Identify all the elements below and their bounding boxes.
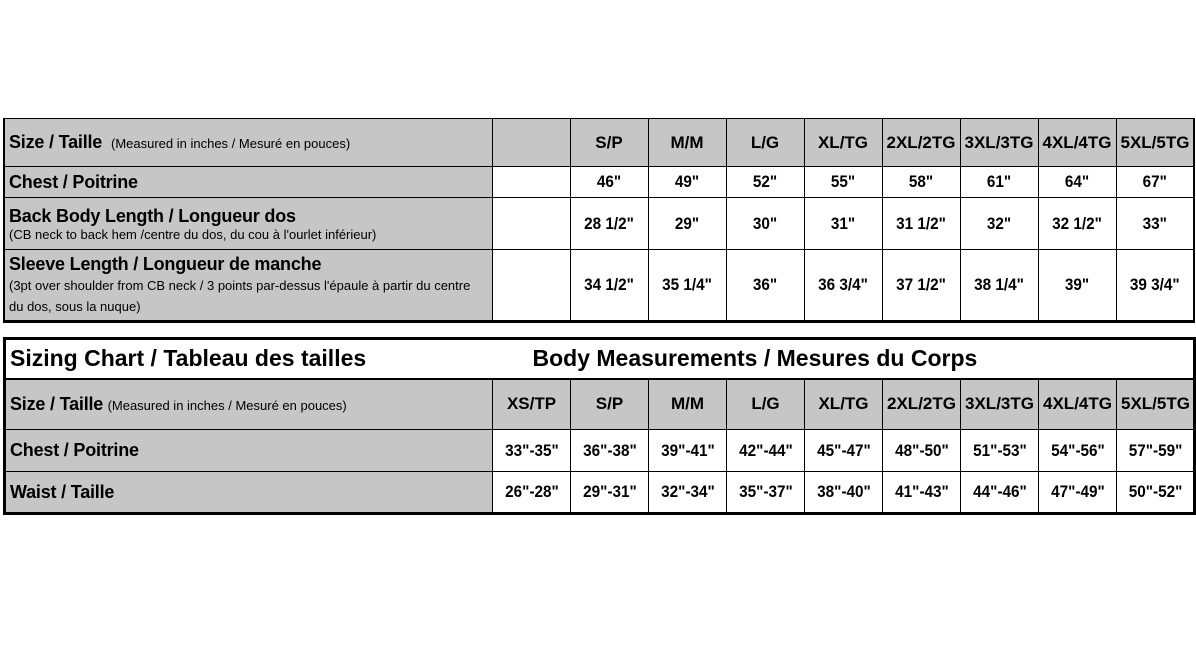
size-column-header: 5XL/5TG (1117, 379, 1195, 430)
table-cell: 29" (652, 198, 722, 250)
table-cell: 50"-52" (1120, 472, 1190, 514)
row-label: Chest / Poitrine (10, 440, 139, 460)
row-label-cell (5, 430, 493, 472)
row-note: (CB neck to back hem /centre du dos, du cou à l'ourlet inférieur) (9, 226, 377, 242)
table-row (4, 250, 1194, 322)
row-label: Sleeve Length / Longueur de manche (9, 253, 322, 274)
table-cell: 45"-47" (808, 430, 878, 472)
size-column-header: M/M (648, 119, 726, 167)
size-column-header: 3XL/3TG (961, 379, 1039, 430)
title-right-cell (493, 339, 1195, 379)
size-header-note: (Measured in inches / Mesuré en pouces) (107, 397, 347, 413)
size-header-label: Size / Taille (9, 132, 103, 152)
empty-cell (492, 198, 570, 250)
table-cell: 37 1/2" (886, 250, 956, 322)
table-cell: 58" (886, 167, 956, 198)
size-header-label: Size / Taille (10, 393, 104, 414)
table-cell: 32"-34" (652, 472, 722, 514)
table-cell: 39"-41" (652, 430, 722, 472)
table-cell: 67" (1120, 167, 1190, 198)
empty-cell (492, 167, 570, 198)
row-label: Back Body Length / Longueur dos (9, 205, 296, 226)
size-column-header: XL/TG (804, 119, 882, 167)
table-cell: 64" (1042, 167, 1112, 198)
table-cell: 39" (1042, 250, 1112, 322)
table-cell: 31" (808, 198, 878, 250)
size-header-cell (4, 119, 492, 167)
size-column-header: 4XL/4TG (1038, 119, 1116, 167)
table-row (5, 430, 1195, 472)
table-cell: 38"-40" (808, 472, 878, 514)
row-note: (3pt over shoulder from CB neck / 3 points par-dessus l'épaule à partir du centre du dos, sous la nuque) (9, 277, 471, 314)
size-column-header: S/P (571, 379, 649, 430)
row-label: Waist / Taille (10, 481, 115, 502)
row-label: Chest / Poitrine (9, 171, 138, 192)
table-cell: 34 1/2" (574, 250, 644, 322)
table-row (4, 167, 1194, 198)
table-cell: 33" (1120, 198, 1190, 250)
table-cell: 30" (730, 198, 800, 250)
table-cell: 51"-53" (964, 430, 1034, 472)
size-header-cell (5, 379, 493, 430)
table-cell: 38 1/4" (964, 250, 1034, 322)
size-column-header: L/G (726, 119, 804, 167)
table-cell: 33"-35" (496, 430, 566, 472)
table-row (4, 198, 1194, 250)
body-measurements-table (3, 337, 1196, 515)
table-cell: 32" (964, 198, 1034, 250)
table-cell: 57"-59" (1120, 430, 1190, 472)
chart-subtitle: Body Measurements / Mesures du Corps (532, 345, 978, 372)
size-column-header: 4XL/4TG (1039, 379, 1117, 430)
table-cell: 49" (652, 167, 722, 198)
title-row (5, 339, 1195, 379)
row-label-cell (4, 250, 492, 322)
row-label-cell (5, 472, 493, 514)
garment-size-table (3, 118, 1195, 323)
empty-cell (492, 250, 570, 322)
table-cell: 39 3/4" (1120, 250, 1190, 322)
table-cell: 31 1/2" (886, 198, 956, 250)
table-cell: 36 3/4" (808, 250, 878, 322)
size-column-header: 3XL/3TG (960, 119, 1038, 167)
table-cell: 36" (730, 250, 800, 322)
chart-title: Sizing Chart / Tableau des tailles (10, 345, 367, 372)
table-cell: 35"-37" (730, 472, 800, 514)
table-cell: 55" (808, 167, 878, 198)
table-cell: 47"-49" (1042, 472, 1112, 514)
table-cell: 41"-43" (886, 472, 956, 514)
size-column-header: XS/TP (493, 379, 571, 430)
size-column-header: 2XL/2TG (883, 379, 961, 430)
table-cell: 35 1/4" (652, 250, 722, 322)
row-label-cell (4, 167, 492, 198)
size-column-header: L/G (727, 379, 805, 430)
table-cell: 26"-28" (496, 472, 566, 514)
garment-header-row (4, 119, 1194, 167)
table-cell: 29"-31" (574, 472, 644, 514)
row-label-cell (4, 198, 492, 250)
table-cell: 32 1/2" (1042, 198, 1112, 250)
table-cell: 36"-38" (574, 430, 644, 472)
title-left-cell (5, 339, 493, 379)
size-column-header: XL/TG (805, 379, 883, 430)
table-cell: 52" (730, 167, 800, 198)
size-header-note: (Measured in inches / Mesuré en pouces) (111, 136, 351, 151)
empty-header-cell (492, 119, 570, 167)
size-column-header: S/P (570, 119, 648, 167)
table-cell: 61" (964, 167, 1034, 198)
table-cell: 48"-50" (886, 430, 956, 472)
size-column-header: M/M (649, 379, 727, 430)
table-cell: 44"-46" (964, 472, 1034, 514)
table-cell: 46" (574, 167, 644, 198)
table-cell: 28 1/2" (574, 198, 644, 250)
table-cell: 42"-44" (730, 430, 800, 472)
table-row (5, 472, 1195, 514)
size-column-header: 5XL/5TG (1116, 119, 1194, 167)
table-cell: 54"-56" (1042, 430, 1112, 472)
body-header-row (5, 379, 1195, 430)
size-column-header: 2XL/2TG (882, 119, 960, 167)
